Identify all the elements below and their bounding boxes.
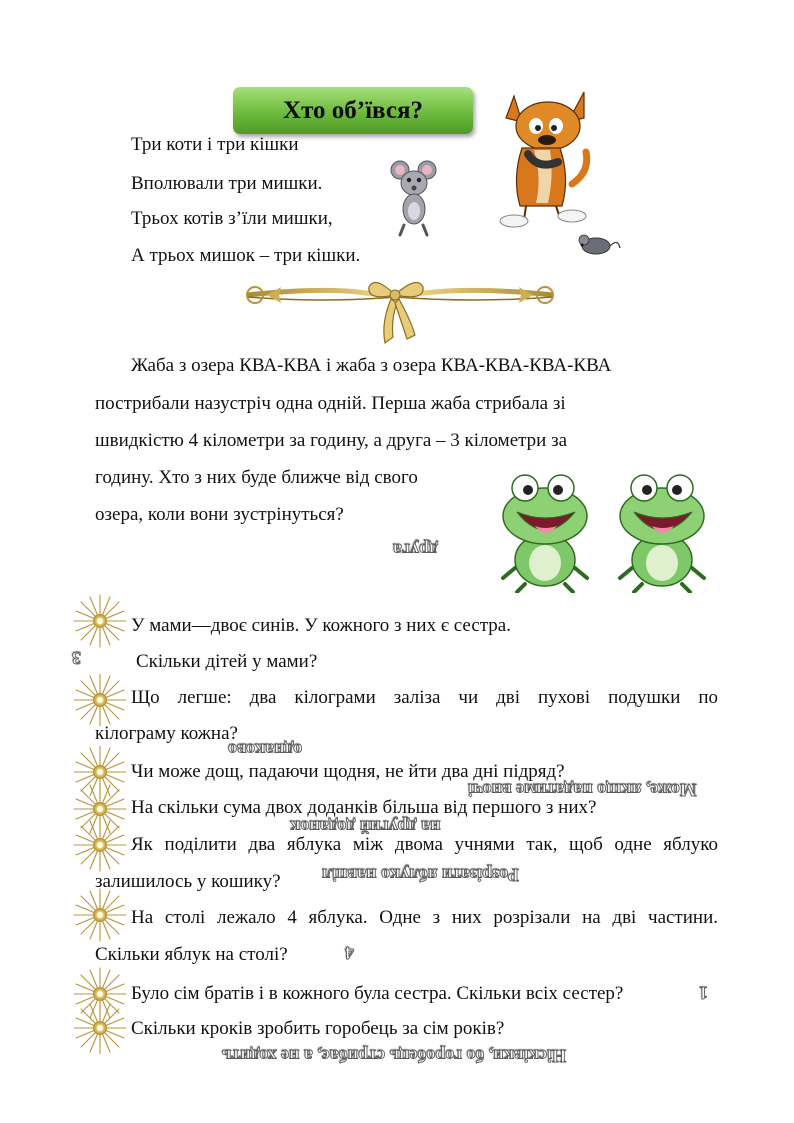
riddle-1-line-1: У мами—двоє синів. У кожного з них є сестра.: [131, 615, 511, 636]
frog-problem-line-1: Жаба з озера КВА-КВА і жаба з озера КВА-КВА-КВА-КВА: [131, 355, 612, 376]
frog-problem-line-2: пострибали назустріч одна одній. Перша жаба стрибала зі: [95, 393, 566, 414]
riddle-8-answer: Нісківки, бо горобець стрибає, а не ходить: [222, 1046, 567, 1066]
poem-line-1: Три коти і три кішки: [131, 134, 299, 155]
frog-left-illustration: [495, 468, 595, 593]
riddle-6-line-1: На столі лежало 4 яблука. Одне з них розрізали на дві частини.: [131, 907, 718, 928]
riddle-1-answer: 3: [72, 648, 81, 668]
riddle-5-line-1: Як поділити два яблука між двома учнями так, щоб одне яблуко: [131, 834, 718, 855]
frog-answer: друга: [393, 540, 439, 560]
title-banner: [233, 87, 473, 134]
page-title: Хто об’ївся?: [283, 96, 423, 124]
golden-bow-divider: [235, 273, 565, 363]
frog-problem-line-4: годину. Хто з них буде ближче від свого: [95, 467, 418, 488]
riddle-7-answer: 1: [699, 983, 708, 1003]
riddle-5-answer: Розрізати яблуко навпіл: [322, 865, 519, 885]
mouse-illustration: [390, 155, 438, 240]
riddle-3-answer: Може, якщо падатиме вночі: [468, 780, 697, 800]
poem-line-4: А трьох мишок – три кішки.: [131, 245, 361, 266]
sparkle-icon: [72, 593, 128, 649]
riddle-1-line-2: Скільки дітей у мами?: [136, 651, 318, 672]
riddle-6-answer: 4: [345, 943, 354, 963]
riddle-5-line-2: залишилось у кошику?: [95, 871, 281, 892]
riddle-7-line-1: Було сім братів і в кожного була сестра. Скільки всіх сестер?: [131, 983, 624, 1004]
riddle-3-line-1: Чи може дощ, падаючи щодня, не йти два дні підряд?: [131, 761, 565, 782]
sparkle-icon: [72, 817, 128, 873]
riddle-2-line-1: Що легше: два кілограми заліза чи дві пухові подушки по: [131, 687, 718, 708]
riddle-2-line-2: кілограму кожна?: [95, 723, 238, 744]
sparkle-icon: [72, 672, 128, 728]
small-mouse-illustration: [576, 228, 622, 258]
riddle-2-answer: однаково: [228, 740, 303, 760]
riddle-4-answer: на другий доданок: [290, 817, 441, 837]
riddle-8-line-1: Скільки кроків зробить горобець за сім років?: [131, 1018, 505, 1039]
frog-problem-line-5: озера, коли вони зустрінуться?: [95, 504, 344, 525]
cat-illustration: [492, 88, 592, 233]
riddle-4-line-1: На скільки сума двох доданків більша від першого з них?: [131, 797, 597, 818]
poem-line-3: Трьох котів з’їли мишки,: [131, 208, 333, 229]
riddle-6-line-2: Скільки яблук на столі?: [95, 944, 288, 965]
sparkle-icon: [72, 887, 128, 943]
poem-line-2: Вполювали три мишки.: [131, 173, 323, 194]
frog-problem-line-3: швидкістю 4 кілометри за годину, а друга – 3 кілометри за: [95, 430, 568, 451]
frog-right-illustration: [610, 468, 720, 593]
sparkle-icon: [72, 1000, 128, 1056]
